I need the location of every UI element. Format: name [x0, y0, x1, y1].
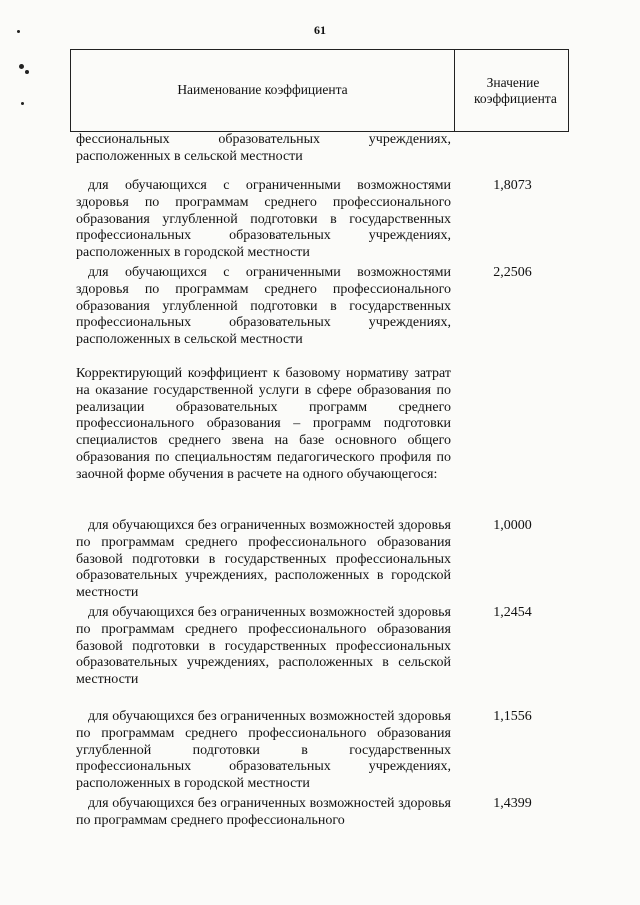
- row-text: для обучающихся без ограниченных возможностей здоровья по программам среднего профессионального образования базовой подготовки в государственных профессиональных образовательных учреждениях, расположенных в сельской местности: [76, 605, 451, 688]
- page-number: 61: [314, 23, 326, 37]
- table-row: [76, 796, 451, 830]
- header-top-border: [70, 49, 569, 50]
- header-name-column: Наименование коэффициента: [177, 82, 348, 97]
- table-row: [76, 132, 451, 166]
- scan-speck: [19, 64, 24, 69]
- row-value: 1,0000: [493, 518, 532, 533]
- row-value: 1,8073: [493, 178, 532, 193]
- table-row: [76, 265, 451, 349]
- header-right-border: [568, 49, 569, 132]
- row-text: для обучающихся без ограниченных возможностей здоровья по программам среднего профессионального образования углубленной подготовки в государственных профессиональных образовательных учреждениях, расположенных в городской местности: [76, 709, 451, 792]
- row-text: для обучающихся без ограниченных возможностей здоровья по программам среднего профессионального образования базовой подготовки в государственных профессиональных образовательных учреждениях, расположенных в городской местности: [76, 518, 451, 601]
- scan-speck: [17, 30, 20, 33]
- table-row: [76, 366, 451, 484]
- scan-speck: [25, 70, 29, 74]
- table-row: [76, 178, 451, 262]
- row-text: для обучающихся с ограниченными возможностями здоровья по программам среднего профессионального образования углубленной подготовки в государственных профессиональных образовательных учреждениях, расположенных в городской местности: [76, 178, 451, 261]
- table-row: [76, 518, 451, 602]
- table-row: [76, 709, 451, 793]
- row-text: для обучающихся без ограниченных возможностей здоровья по программам среднего профессионального: [76, 796, 451, 828]
- row-value: 1,2454: [493, 605, 532, 620]
- row-text: фессиональных образовательных учреждениях, расположенных в сельской местности: [76, 132, 451, 164]
- header-divider: [454, 49, 455, 132]
- row-value: 1,1556: [493, 709, 532, 724]
- row-text: Корректирующий коэффициент к базовому нормативу затрат на оказание государственной услуги в сфере образования по реализации образовательных программ среднего профессионального образования – программ подготовки специалистов среднего звена на базе основного общего образования по специальностям педагогического профиля по заочной форме обучения в расчете на одного обучающегося:: [76, 366, 451, 482]
- row-value: 1,4399: [493, 796, 532, 811]
- scan-speck: [21, 102, 24, 105]
- table-row: [76, 605, 451, 689]
- header-value-column: Значение коэффициента: [474, 75, 557, 106]
- row-value: 2,2506: [493, 265, 532, 280]
- row-text: для обучающихся с ограниченными возможностями здоровья по программам среднего профессионального образования углубленной подготовки в государственных профессиональных образовательных учреждениях, расположенных в сельской местности: [76, 265, 451, 348]
